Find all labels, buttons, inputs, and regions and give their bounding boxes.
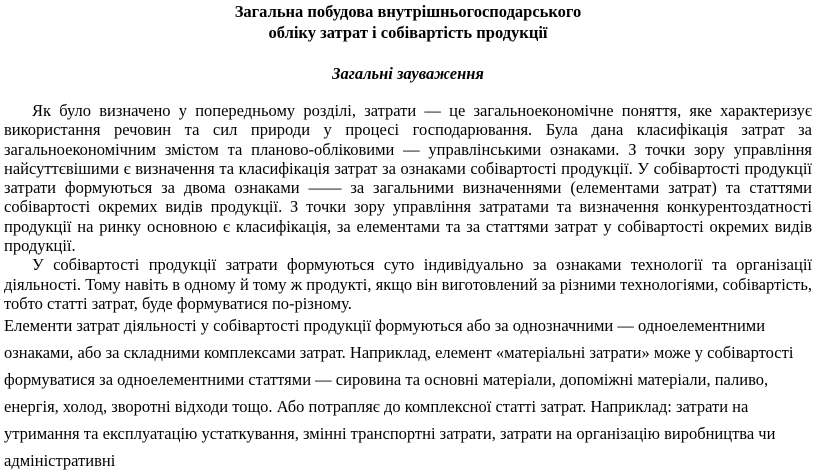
body-paragraph-1: Як було визначено у попередньому розділі, затрати — це загальноекономічне поняття, яке характеризує використання речовин та сил природи у процесі господарювання. Була дана класифікація затрат за загальноекономічним змістом та планово-обліковими — управлінськими ознаками. З точки зору управління найсуттєвішими є визначення та класифікація затрат за ознаками собівартості продукції. У собівартості продукції затрати формуються за двома ознаками —— за загальними визначеннями (елементами затрат) та статтями собівартості окремих видів продукції. З точки зору управління затратами та визначення конкурентоздатності продукції на ринку основною є класифікація, за елементами та за статтями затрат у собівартості окремих видів продукції. xyxy=(4,101,812,256)
document-title-line-2: обліку затрат і собівартість продукції xyxy=(268,23,548,42)
document-title-line-1: Загальна побудова внутрішньогосподарського xyxy=(234,2,582,21)
body-paragraph-3: Елементи затрат діяльності у собівартості продукції формуються або за однозначними — одноелементними ознаками, або за складними комплексами затрат. Наприклад, елемент «матеріальні затрати» може у собівартості формуватися за одноелементними статтями — сировина та основні матеріали, допоміжні матеріали, паливо, енергія, холод, зворотні відходи тощо. Або потрапляє до комплексної статті затрат. Наприклад: затрати на утримання та експлуатацію устаткування, змінні транспортні затрати, затрати на організацію виробництва чи адміністративні xyxy=(4,316,794,471)
body-paragraph-2: У собівартості продукції затрати формуються суто індивідуально за ознаками технології та організації діяльності. Тому навіть в одному й тому ж продукті, якщо він виготовлений за різними технологіями, собівартість, тобто статті затрат, буде формуватися по-різному. xyxy=(4,255,812,313)
section-subtitle: Загальні зауваження xyxy=(332,64,484,83)
